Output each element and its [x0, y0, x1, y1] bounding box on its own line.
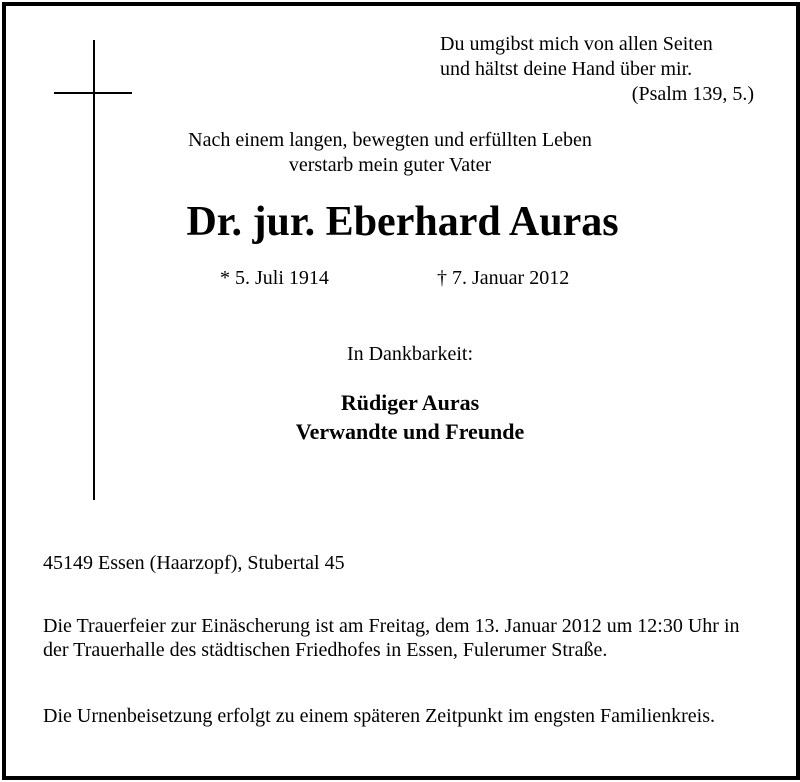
address: 45149 Essen (Haarzopf), Stubertal 45 [43, 552, 345, 574]
intro-text [120, 128, 660, 178]
psalm-line-2: und hältst deine Hand über mir. [440, 58, 693, 80]
intro-line-1: Nach einem langen, bewegten und erfüllten Leben [188, 129, 592, 151]
burial-notice: Die Urnenbeisetzung erfolgt zu einem späteren Zeitpunkt im engsten Familienkreis. [43, 705, 716, 727]
intro-line-2: verstarb mein guter Vater [288, 154, 492, 176]
deceased-name: Dr. jur. Eberhard Auras [186, 199, 619, 245]
cross-icon [93, 40, 95, 500]
funeral-notice: Die Trauerfeier zur Einäscherung ist am Freitag, dem 13. Januar 2012 um 12:30 Uhr in der Trauerhalle des städtischen Friedhofes in Essen, Fulerumer Straße. [43, 615, 740, 661]
mourner-group: Verwandte und Freunde [295, 419, 525, 444]
psalm-quote [440, 32, 754, 107]
mourner-name: Rüdiger Auras [340, 390, 480, 415]
death-date: † 7. Januar 2012 [437, 267, 570, 289]
birth-date: * 5. Juli 1914 [220, 267, 329, 289]
gratitude-heading: In Dankbarkeit: [346, 343, 474, 365]
psalm-line-1: Du umgibst mich von allen Seiten [440, 33, 713, 55]
cross-icon-crossbar [54, 92, 132, 94]
psalm-reference: (Psalm 139, 5.) [631, 83, 754, 105]
mourners-list [160, 388, 660, 446]
